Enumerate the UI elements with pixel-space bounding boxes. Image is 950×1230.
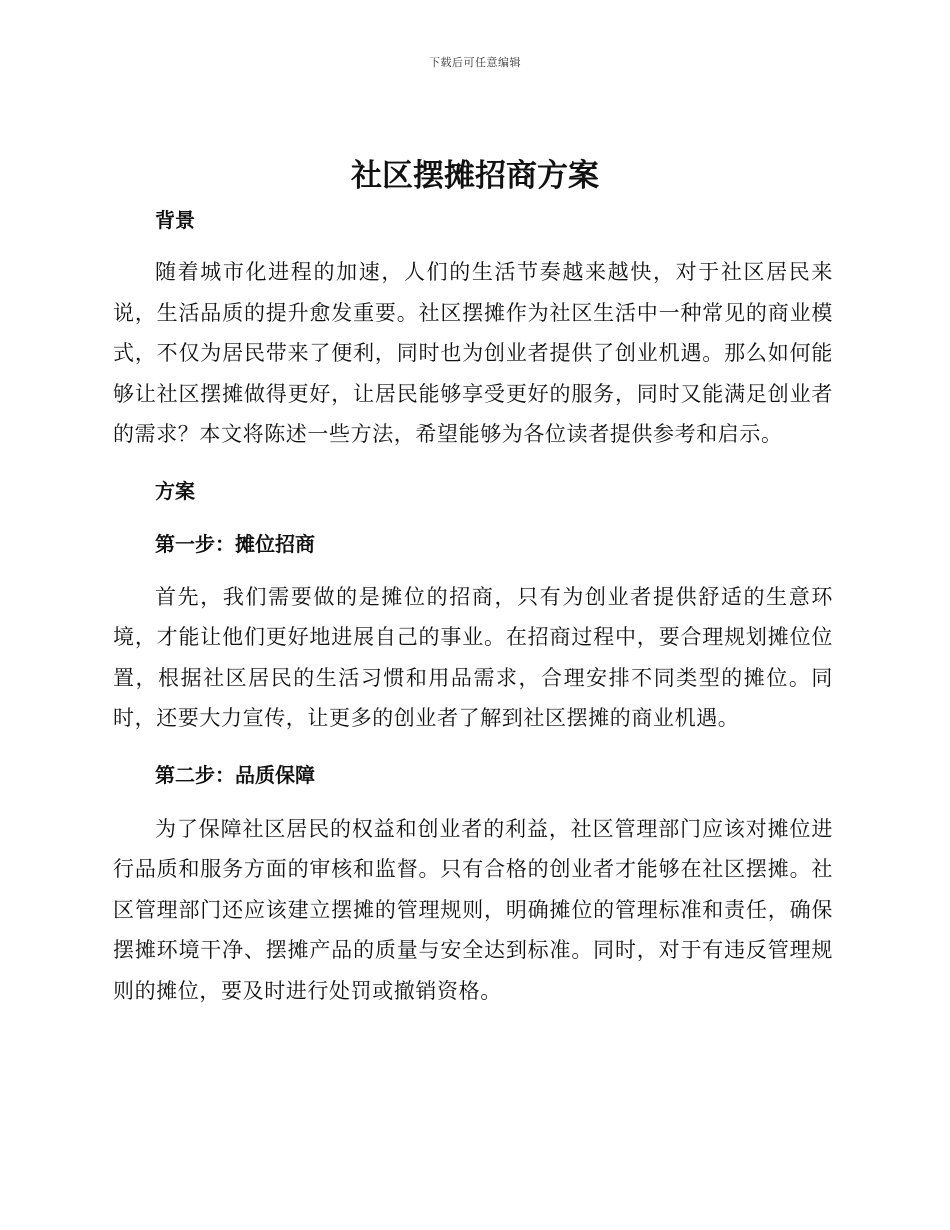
paragraph-step2: 为了保障社区居民的权益和创业者的利益，社区管理部门应该对摊位进行品质和服务方面的审核和监督。只有合格的创业者才能够在社区摆摊。社区管理部门还应该建立摆摊的管理规则，明确摊位的管理标准和责任，确保摆摊环境干净、摆摊产品的质量与安全达到标准。同时，对于有违反管理规则的摊位，要及时进行处罚或撤销资格。	[113, 816, 833, 1003]
document-title: 社区摆摊招商方案	[351, 158, 599, 194]
paragraph-step1: 首先，我们需要做的是摊位的招商，只有为创业者提供舒适的生意环境，才能让他们更好地进展自己的事业。在招商过程中，要合理规划摊位位置，根据社区居民的生活习惯和用品需求，合理安排不同类型的摊位。同时，还要大力宣传，让更多的创业者了解到社区摆摊的商业机遇。	[113, 584, 833, 730]
paragraph-background: 随着城市化进程的加速，人们的生活节奏越来越快，对于社区居民来说，生活品质的提升愈发重要。社区摆摊作为社区生活中一种常见的商业模式，不仅为居民带来了便利，同时也为创业者提供了创业机遇。那么如何能够让社区摆摊做得更好，让居民能够享受更好的服务，同时又能满足创业者的需求？本文将陈述一些方法，希望能够为各位读者提供参考和启示。	[113, 260, 833, 446]
section-heading-background: 背景	[155, 208, 195, 232]
section-heading-plan: 方案	[155, 478, 195, 503]
document-body	[113, 202, 833, 1011]
header-note: 下载后可任意编辑	[429, 56, 521, 69]
section-heading-step1: 第一步：摊位招商	[155, 531, 315, 556]
section-heading-step2: 第二步：品质保障	[155, 762, 315, 787]
